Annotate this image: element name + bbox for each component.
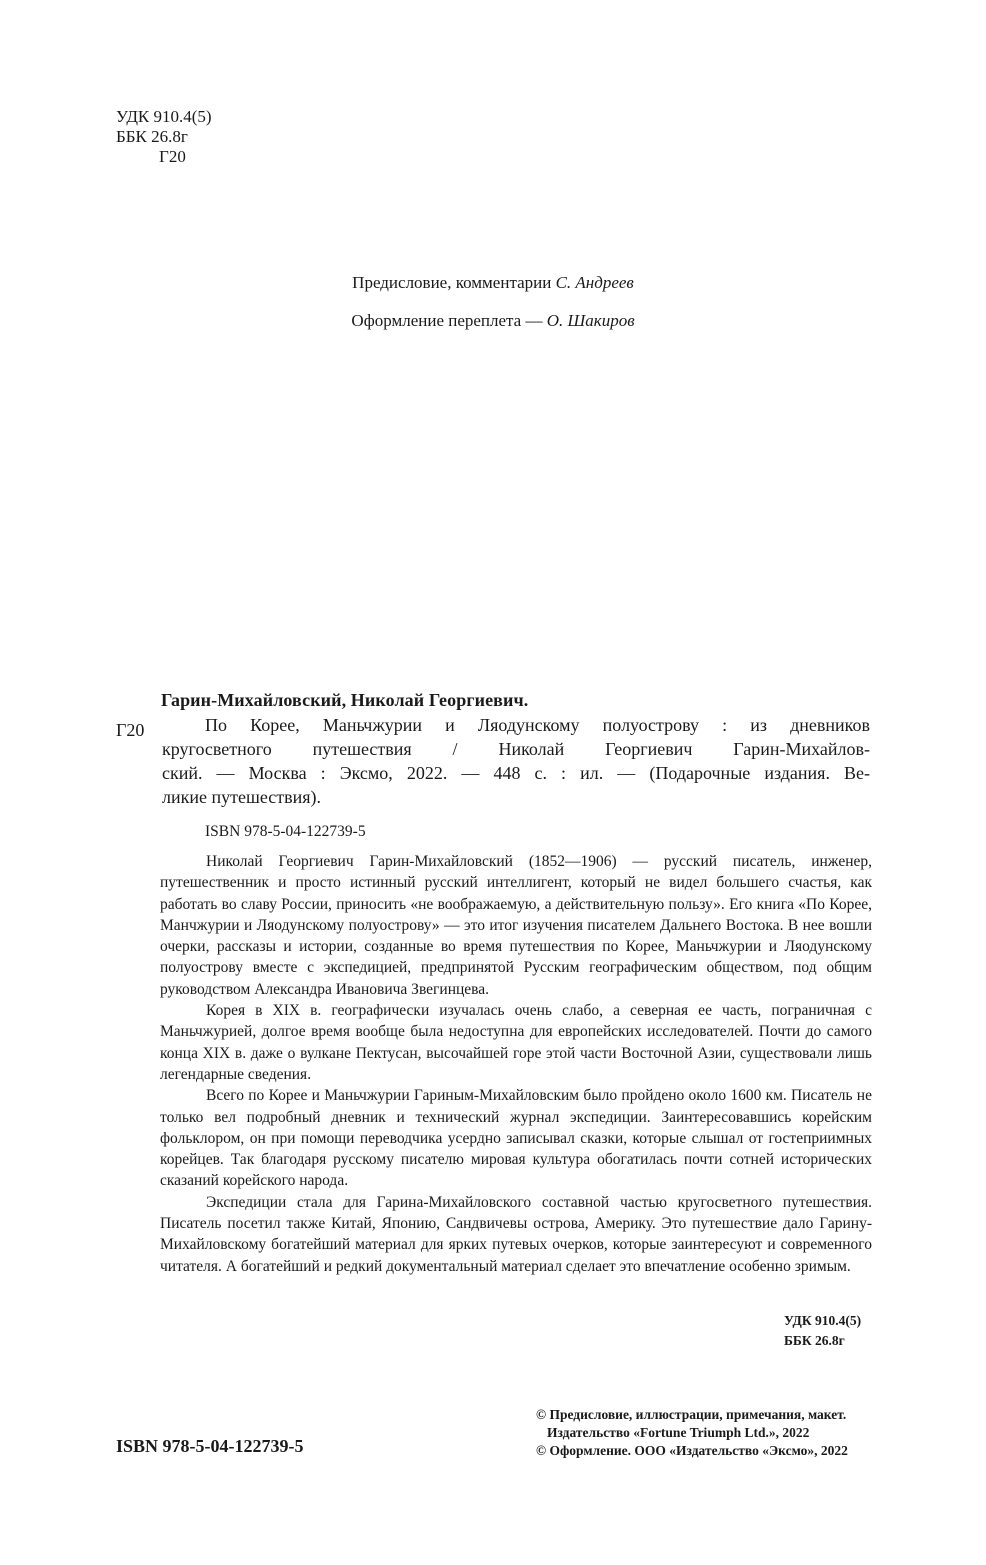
catalog-isbn: ISBN 978-5-04-122739-5 bbox=[205, 823, 366, 840]
preface-credit-label: Предисловие, комментарии bbox=[352, 273, 556, 292]
copyright-block bbox=[536, 1406, 848, 1460]
copyright-line: Издательство «Fortune Triumph Ltd.», 2022 bbox=[547, 1425, 810, 1440]
footer-isbn: ISBN 978-5-04-122739-5 bbox=[116, 1436, 304, 1456]
annotation bbox=[160, 851, 872, 1277]
annotation-udk-block bbox=[784, 1311, 861, 1351]
catalog-line: кругосветного путешествия / Николай Георгиевич Гарин-Михайлов- bbox=[162, 739, 870, 759]
preface-credit bbox=[0, 273, 986, 293]
udk-code: УДК 910.4(5) bbox=[116, 107, 212, 126]
catalog-author: Гарин-Михайловский, Николай Георгиевич. bbox=[161, 690, 529, 710]
author-sign-code: Г20 bbox=[159, 147, 186, 166]
udk-header-block bbox=[116, 107, 212, 167]
catalog-description bbox=[162, 713, 870, 809]
catalog-line: ский. — Москва : Эксмо, 2022. — 448 с. : ил. — (Подарочные издания. Ве- bbox=[162, 763, 870, 783]
annotation-bbk: ББК 26.8г bbox=[784, 1333, 845, 1348]
copyright-line: © Предисловие, иллюстрации, примечания, макет. bbox=[536, 1407, 847, 1422]
binding-credit bbox=[0, 311, 986, 331]
annotation-udk: УДК 910.4(5) bbox=[784, 1313, 862, 1328]
annotation-paragraph: Всего по Корее и Маньчжурии Гариным-Михайловским было пройдено около 1600 км. Писатель не только вел подробный дневник и технический журнал экспедиции. Заинтересовавшись корейским фольклором, он при помощи переводчика усердно записывал сказки, которые слышал от гостеприимных корейцев. Так благодаря русскому писателю мировая культура обогатилась почти сотней исторических сказаний корейского народа. bbox=[160, 1087, 872, 1190]
binding-credit-label: Оформление переплета — bbox=[351, 311, 547, 330]
annotation-paragraph: Николай Георгиевич Гарин-Михайловский (1852—1906) — русский писатель, инженер, путешественник и просто истинный русский интеллигент, который не видел большего счастья, как работать во славу России, приносить «не воображаемую, а действительную пользу». Его книга «По Корее, Манчжурии и Ляодунскому полуострову» — это итог изучения писателем Дальнего Востока. В нее вошли очерки, рассказы и истории, созданные во время путешествия по Корее, Маньчжурии и Ляодунскому полуострову вместе с экспедицией, предпринятой Русским географическим обществом, под общим руководством Александра Ивановича Звегинцева. bbox=[160, 853, 872, 998]
annotation-paragraph: Корея в XIX в. географически изучалась очень слабо, а северная ее часть, пограничная с Маньчжурией, долгое время вообще была недоступна для европейских исследователей. Почти до самого конца XIX в. даже о вулкане Пектусан, высочайшей горе этой части Восточной Азии, существовали лишь легендарные сведения. bbox=[160, 1002, 872, 1083]
catalog-line: По Корее, Маньчжурии и Ляодунскому полуострову : из дневников bbox=[205, 715, 870, 735]
annotation-paragraph: Экспедиции стала для Гарина-Михайловского составной частью кругосветного путешествия. Писатель посетил также Китай, Японию, Сандвичевы острова, Америку. Это путешествие дало Гарину-Михайловскому богатейший материал для ярких путевых очерков, которые заинтересуют и современного читателя. А богатейший и редкий документальный материал сделает это впечатление особенно зримым. bbox=[160, 1193, 872, 1275]
bbk-code: ББК 26.8г bbox=[116, 127, 188, 146]
copyright-line: © Оформление. ООО «Издательство «Эксмо», 2022 bbox=[536, 1443, 848, 1458]
catalog-line: ликие путешествия). bbox=[162, 787, 322, 807]
catalog-author-sign: Г20 bbox=[116, 720, 145, 740]
preface-credit-name: С. Андреев bbox=[555, 273, 634, 292]
binding-credit-name: О. Шакиров bbox=[546, 311, 635, 330]
